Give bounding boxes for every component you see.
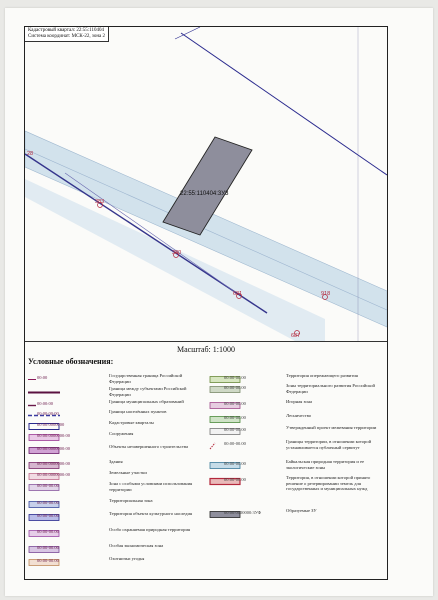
legend-item: 00:00-00.00 Территория объекта культурного наследия xyxy=(27,511,207,525)
legend-item: 00:00-00.00 Территориальная зона xyxy=(27,498,207,512)
legend-item: 00:00-00.00 Лесничество xyxy=(208,413,386,427)
legend-item: 00:00:0000000:00 Объекты незавершенного строительства xyxy=(27,444,207,458)
legend-item: 00:00-00.00 Границы территории, в отношении которой устанавливается публичный сервитут xyxy=(208,439,386,453)
legend-title: Условные обозначения: xyxy=(28,357,114,366)
legend-item: 00:00:00 Граница муниципальных образований xyxy=(37,399,184,406)
document-sheet xyxy=(5,8,433,596)
land-parcel[interactable] xyxy=(163,137,252,235)
point-label-380: 380 xyxy=(172,250,182,256)
coordinate-system-text: Система координат: МСК-22, зона 2 xyxy=(28,34,106,39)
legend-item: 00:00:0000000:00 Сооружения xyxy=(27,431,207,445)
legend-item: Граница между субъектами Российской Федерации xyxy=(109,386,187,397)
point-label-28: 28 xyxy=(27,151,34,157)
cadastral-quarter-text: Кадастровый квартал: 22:55:110404 xyxy=(28,28,104,33)
legend-item: 00:00-00.00 Зоны территориального развития Российской Федерации xyxy=(208,383,386,397)
point-label-681: 681 xyxy=(233,291,243,297)
legend-item: 00:00-00.00 Особо охраняемая природная территория xyxy=(27,527,207,541)
legend-item: 00:00-00.00 Зона с особыми условиями использования территории xyxy=(27,481,207,495)
legend-item: 00:00-00.00 Территория, в отношении которой принято решение о резервировании земель для государственных и муниципальных нужд xyxy=(208,475,386,489)
legend-item: 00:00-00.00 Охотничьи угодья xyxy=(27,556,207,570)
legend-item: 00:00:0000000 Кадастровые кварталы xyxy=(27,420,207,434)
legend-item: 00:00 Государственная граница Российской Федерации xyxy=(37,373,183,384)
map-frame xyxy=(24,26,388,580)
parcel-label: 22:55:110404:3У3 xyxy=(180,191,229,197)
legend-item: 00:00:0000000:00 Земельные участки xyxy=(27,470,207,484)
legend-item: 00:00-00.00 Утвержденный проект межевания территории xyxy=(208,425,386,439)
legend-item: 00:00-00.00 Байкальская природная территория и ее экологические зоны xyxy=(208,459,386,473)
scale-label: Масштаб: 1:1000 xyxy=(176,345,236,354)
legend-item: 00:00-00.00 Особая экономическая зона xyxy=(27,543,207,557)
legend-item: 00:00:0000000:3УФ Образуемые ЗУ xyxy=(208,508,386,522)
legend-item: 00:00:0000000:00 Здания xyxy=(27,459,207,473)
map-info-box xyxy=(25,27,109,42)
point-label-687: 687 xyxy=(291,333,301,339)
legend-item: 00:00:00:00 Граница населённых пунктов xyxy=(37,409,167,416)
map-canvas xyxy=(25,27,387,341)
map-area[interactable] xyxy=(25,27,387,342)
legend-item: 00:00-00.00 Территория опережающего развития xyxy=(208,373,386,387)
point-label-918: 918 xyxy=(321,291,331,297)
point-label-383: 383 xyxy=(95,199,105,205)
legend-item: 00:00-00.00 Игорная зона xyxy=(208,399,386,413)
